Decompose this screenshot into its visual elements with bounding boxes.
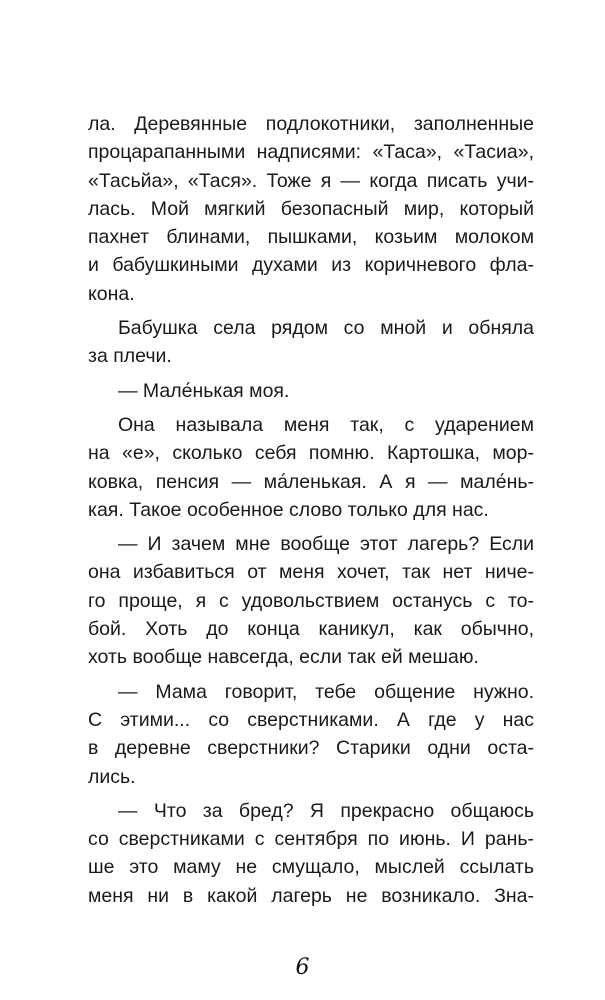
text-line: ше это маму не смущало, мыслей ссылать [88,856,534,879]
book-page-text [88,110,534,910]
text-line: кая. Такое особенное слово только для нас. [88,498,489,521]
text-line: бой. Хоть до конца каникул, как обычно, [88,618,534,641]
text-line: в деревне сверстники? Старики одни оста- [88,737,534,760]
text-line: меня ни в какой лагерь не возникало. Зна- [88,884,534,907]
text-line: со сверстниками с сентября по июнь. И рань- [88,828,534,851]
text-line: за плечи. [88,345,172,368]
text-line: пахнет блинами, пышками, козьим молоком [88,226,534,249]
page-number: 6 [295,955,310,980]
text-line: «Тасьйа», «Тася». Тоже я — когда писать учи- [88,169,534,192]
text-body [88,110,534,910]
text-line: и бабушкиными духами из коричневого фла- [88,254,534,277]
text-line: — Что за бред? Я прекрасно общаюсь [118,799,534,822]
paragraph [88,411,534,524]
text-line: Она называла меня так, с ударением [118,413,534,436]
text-line: кона. [88,282,135,305]
paragraph [88,377,534,405]
paragraph [88,678,534,791]
text-line: лась. Мой мягкий безопасный мир, который [88,197,534,220]
text-line: С этими... со сверстниками. А где у нас [88,708,534,731]
paragraph [88,110,534,308]
text-line: ковка, пенсия — ма́ленькая. А я — мале́нь- [88,470,534,493]
paragraph [88,530,534,671]
text-line: — И зачем мне вообще этот лагерь? Если [118,533,534,556]
text-line: — Мале́нькая моя. [118,379,290,402]
text-line: го проще, я с удовольствием останусь с то- [88,589,534,612]
text-line: процарапанными надписями: «Таса», «Тасиа», [88,141,534,164]
text-line: на «е», сколько себя помню. Картошка, мор- [88,442,534,465]
text-line: хоть вообще навсегда, если так ей мешаю. [88,646,479,669]
text-line: ла. Деревянные подлокотники, заполненные [88,113,534,135]
text-line: — Мама говорит, тебе общение нужно. [118,680,534,703]
paragraph [88,314,534,371]
text-line: лись. [88,765,136,788]
paragraph [88,797,534,910]
text-line: она избавиться от меня хочет, так нет ниче- [88,561,534,584]
text-line: Бабушка села рядом со мной и обняла [118,317,534,340]
